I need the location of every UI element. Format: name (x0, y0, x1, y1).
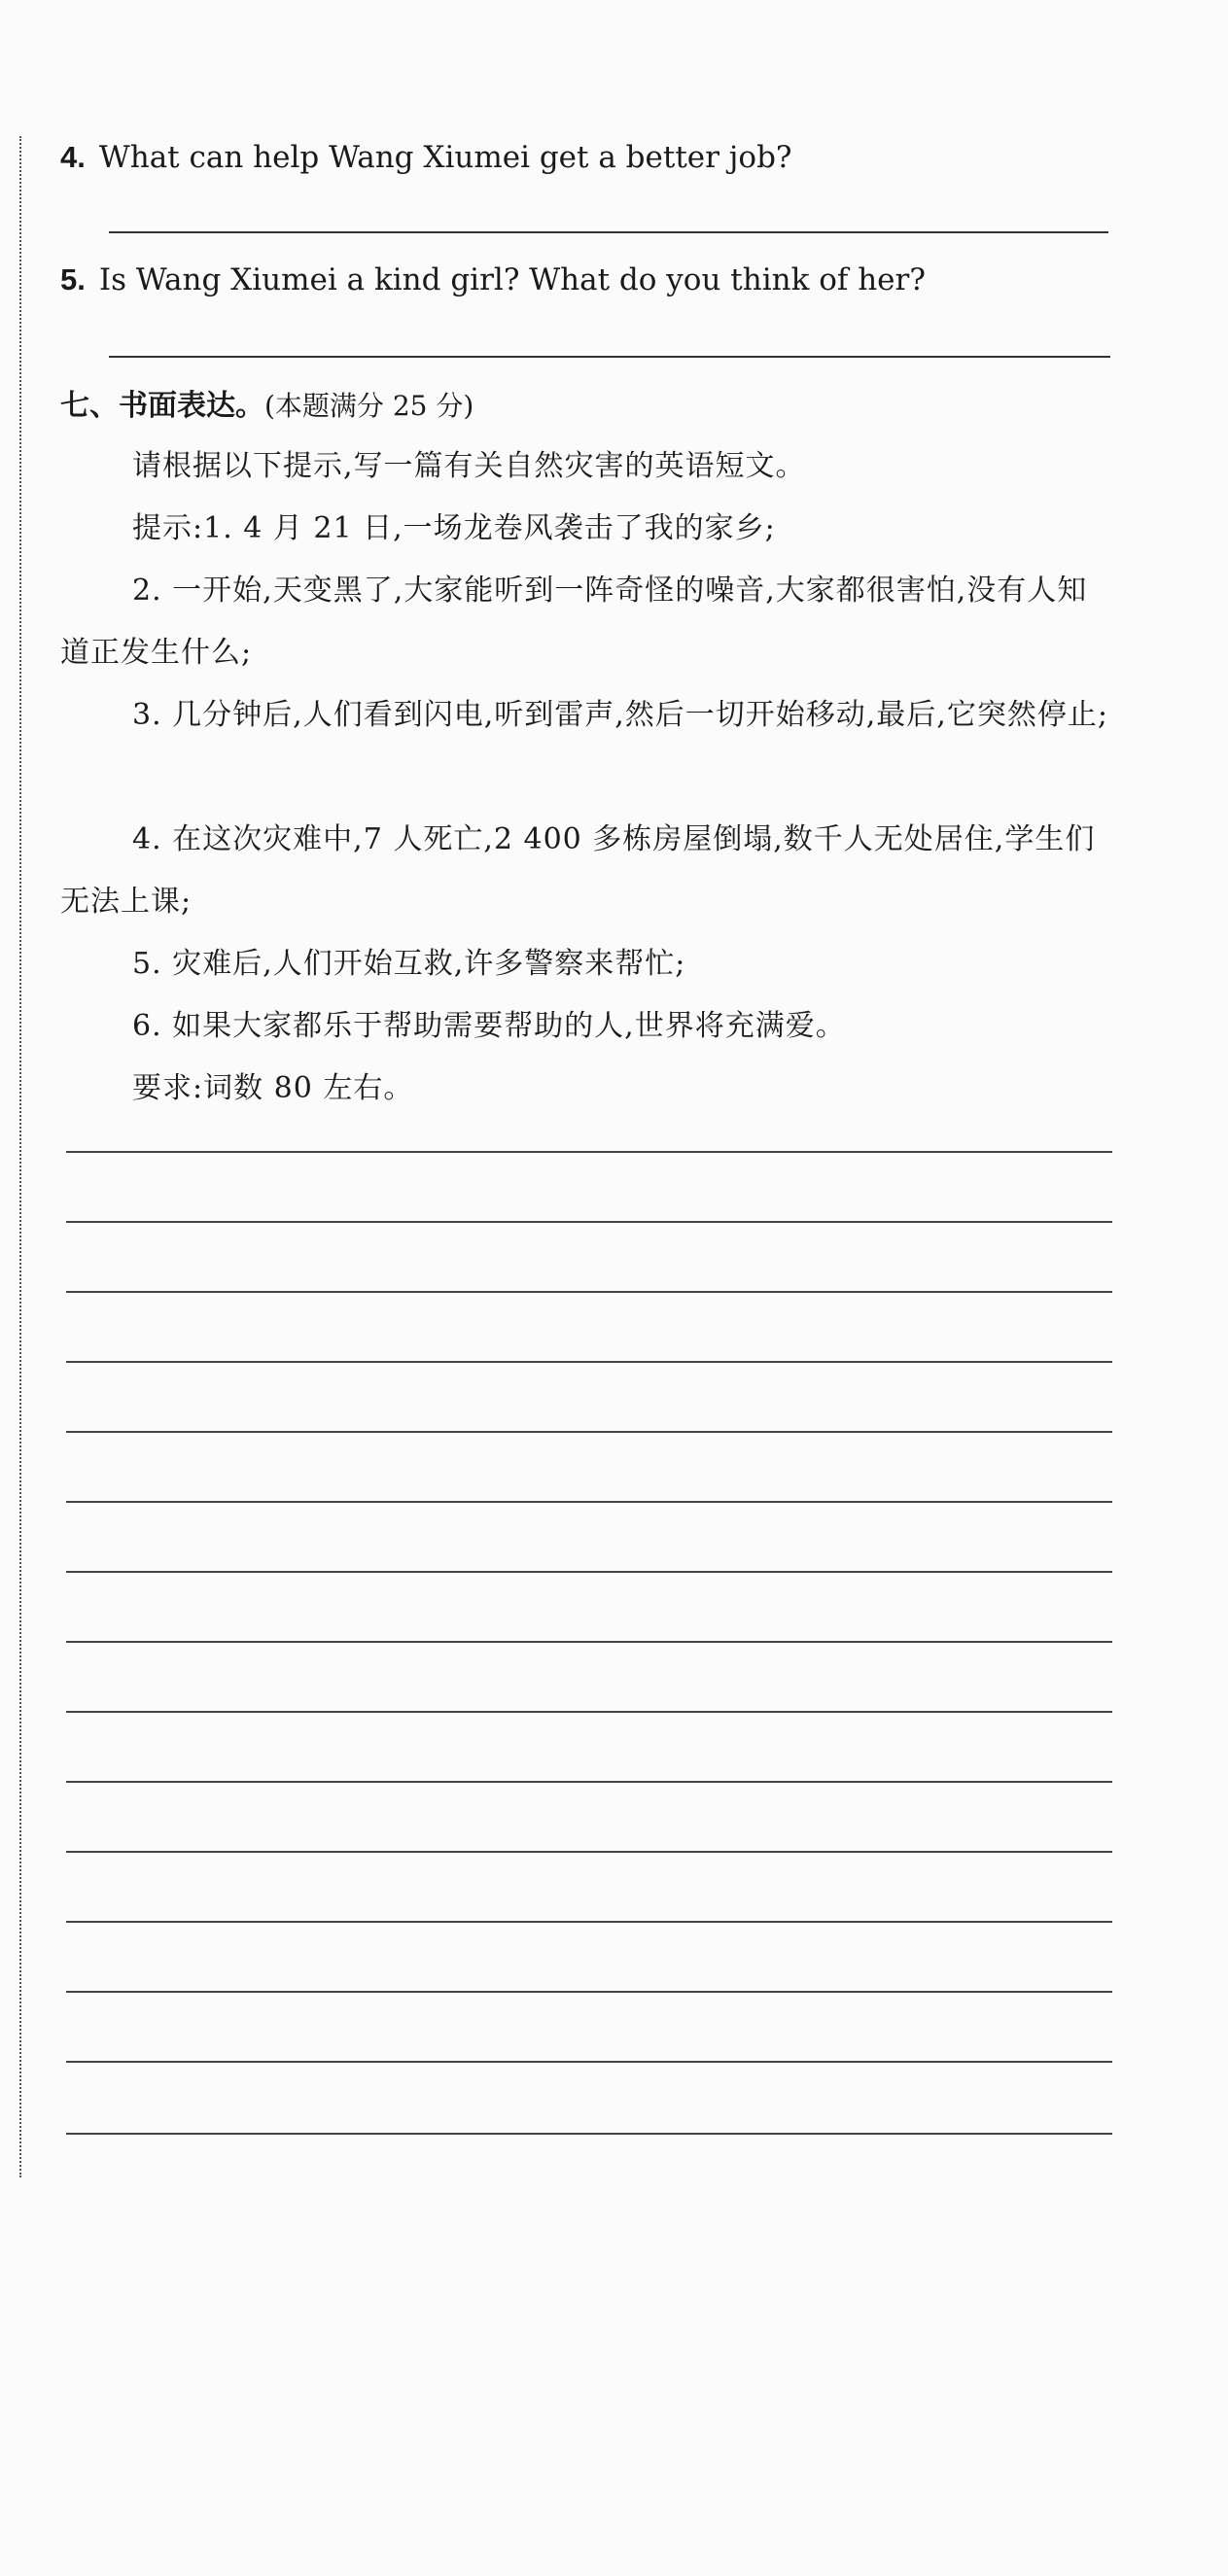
writing-line[interactable] (66, 1991, 1112, 1993)
writing-line[interactable] (66, 2061, 1112, 2063)
writing-line[interactable] (66, 1851, 1112, 1853)
writing-line[interactable] (66, 1291, 1112, 1293)
question-4-number: 4. (60, 140, 86, 174)
hint-1: 提示:1. 4 月 21 日,一场龙卷风袭击了我的家乡; (132, 511, 776, 545)
section-7-heading: 七、书面表达。 (60, 389, 264, 423)
question-5-number: 5. (60, 262, 86, 296)
section-7-title (60, 387, 474, 426)
writing-line[interactable] (66, 1711, 1112, 1713)
writing-line[interactable] (66, 2133, 1112, 2135)
writing-line[interactable] (66, 1151, 1112, 1153)
section-7-score-note: (本题满分 25 分) (264, 390, 474, 422)
writing-line[interactable] (66, 1921, 1112, 1923)
word-count-requirement: 要求:词数 80 左右。 (132, 1071, 414, 1105)
writing-line[interactable] (66, 1781, 1112, 1783)
question-4 (60, 138, 792, 177)
writing-line[interactable] (66, 1431, 1112, 1433)
hint-6: 6. 如果大家都乐于帮助需要帮助的人,世界将充满爱。 (132, 1009, 846, 1043)
question-5-answer-line[interactable] (109, 356, 1110, 358)
section-intro: 请根据以下提示,写一篇有关自然灾害的英语短文。 (132, 449, 806, 483)
question-4-text: What can help Wang Xiumei get a better job? (98, 140, 792, 175)
question-4-answer-line[interactable] (109, 231, 1108, 233)
hint-3: 3. 几分钟后,人们看到闪电,听到雷声,然后一切开始移动,最后,它突然停止; (132, 698, 1108, 732)
writing-line[interactable] (66, 1221, 1112, 1223)
question-5 (60, 261, 926, 299)
hint-label: 提示: (132, 511, 204, 545)
writing-line[interactable] (66, 1361, 1112, 1363)
writing-line[interactable] (66, 1501, 1112, 1503)
binding-margin-dotted-line (19, 136, 21, 2177)
writing-line[interactable] (66, 1571, 1112, 1573)
question-5-text: Is Wang Xiumei a kind girl? What do you think of her? (98, 262, 926, 297)
writing-line[interactable] (66, 1641, 1112, 1643)
hint-2: 2. 一开始,天变黑了,大家能听到一阵奇怪的噪音,大家都很害怕,没有人知道正发生什么; (60, 574, 1088, 670)
hint-4: 4. 在这次灾难中,7 人死亡,2 400 多栋房屋倒塌,数千人无处居住,学生们无法上课; (60, 822, 1096, 919)
hint-5: 5. 灾难后,人们开始互救,许多警察来帮忙; (132, 947, 686, 981)
